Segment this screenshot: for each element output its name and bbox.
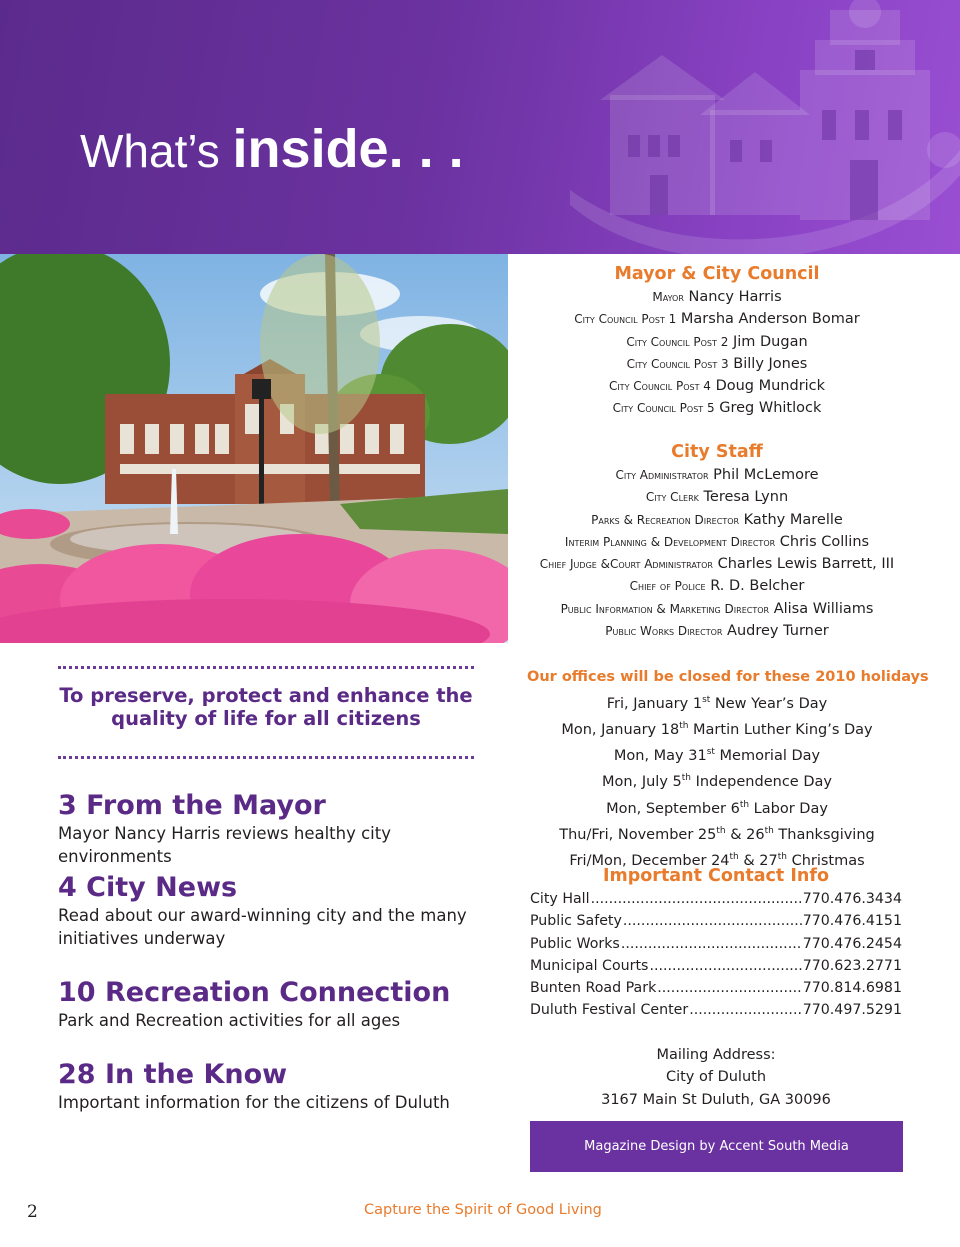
holidays-title: Our offices will be closed for these 2010 holidays [527, 669, 929, 685]
page-number: 2 [27, 1202, 38, 1222]
contact-row: Public Safety ..... 770.476.4151 [530, 910, 902, 932]
council-member: City Council Post 4 Doug Mundrick [608, 378, 826, 395]
staff-member: Chief of Police R. D. Belcher [629, 578, 805, 595]
toc-description: Important information for the citizens of Duluth [58, 1093, 450, 1112]
staff-member: Interim Planning & Development Director Chris Collins [564, 533, 870, 550]
council-member: Mayor Nancy Harris [652, 289, 782, 305]
mission-line-2: quality of life for all citizens [111, 707, 421, 730]
dotted-divider [58, 756, 474, 759]
toc-description: Read about our award-winning city and the many [58, 906, 467, 925]
holiday-item: Fri/Mon, December 24th & 27th Christmas [569, 851, 865, 869]
contact-row: Public Works ..... 770.476.2454 [530, 933, 902, 955]
city-hall-photo [0, 254, 508, 643]
mission-line-1: To preserve, protect and enhance the [59, 684, 473, 707]
toc-item[interactable] [58, 977, 498, 1032]
staff-member: Parks & Recreation Director Kathy Marelle [591, 511, 843, 528]
header-banner [0, 0, 960, 254]
holiday-item: Mon, September 6th Labor Day [606, 799, 828, 817]
mailing-address [530, 1044, 902, 1111]
council-member: City Council Post 2 Jim Dugan [626, 333, 808, 350]
council-member: City Council Post 3 Billy Jones [626, 355, 808, 372]
toc-heading[interactable]: 28 In the Know [58, 1059, 288, 1090]
mailing-name: City of Duluth [665, 1069, 767, 1086]
holidays-section [527, 665, 929, 872]
staff-title: City Staff [671, 442, 763, 462]
holiday-item: Fri, January 1st New Year’s Day [606, 695, 828, 712]
staff-member: City Administrator Phil McLemore [615, 467, 819, 483]
contact-row: City Hall ..... 770.476.3434 [530, 888, 902, 910]
staff-member: Public Works Director Audrey Turner [605, 623, 829, 640]
holiday-item: Mon, July 5th Independence Day [602, 773, 832, 791]
toc-description: Mayor Nancy Harris reviews healthy city environments [58, 824, 391, 866]
page-title [80, 118, 464, 180]
contact-row: Municipal Courts ..... 770.623.2771 [530, 955, 902, 977]
footer-tagline: Capture the Spirit of Good Living [364, 1202, 602, 1218]
toc-item[interactable] [58, 1059, 498, 1114]
toc-heading[interactable]: 4 City News [58, 872, 238, 903]
contact-row: Bunten Road Park ..... 770.814.6981 [530, 977, 902, 999]
toc-description: Park and Recreation activities for all ages [58, 1011, 401, 1030]
dotted-divider [58, 666, 474, 669]
toc-description: initiatives underway [58, 929, 226, 948]
contacts-title: Important Contact Info [603, 866, 829, 886]
toc-heading[interactable]: 10 Recreation Connection [58, 977, 451, 1008]
staff-member: City Clerk Teresa Lynn [645, 489, 789, 506]
staff-member: Chief Judge &Court Administrator Charles Lewis Barrett, III [539, 556, 895, 573]
council-member: City Council Post 5 Greg Whitlock [612, 400, 822, 417]
toc-heading[interactable]: 3 From the Mayor [58, 790, 326, 821]
mailing-street: 3167 Main St Duluth, GA 30096 [601, 1091, 831, 1108]
council-member: City Council Post 1 Marsha Anderson Bomar [574, 311, 860, 328]
holiday-item: Mon, January 18th Martin Luther King’s Day [561, 721, 873, 738]
toc-item[interactable] [58, 872, 498, 950]
council-section [527, 262, 907, 420]
city-hall-illustration [560, 0, 960, 254]
title-bold: inside. . . [232, 119, 464, 179]
toc-item[interactable] [58, 790, 498, 868]
staff-section [527, 440, 907, 642]
design-credit: Magazine Design by Accent South Media [530, 1121, 903, 1172]
title-light: What’s [80, 125, 233, 177]
contacts-section [530, 864, 902, 1022]
holiday-item: Thu/Fri, November 25th & 26th Thanksgiving [559, 825, 875, 843]
contact-row: Duluth Festival Center ..... 770.497.5291 [530, 999, 902, 1021]
mission-statement [58, 684, 474, 730]
staff-member: Public Information & Marketing Director Alisa Williams [560, 600, 874, 617]
mailing-label: Mailing Address: [656, 1047, 776, 1063]
council-title: Mayor & City Council [614, 264, 820, 284]
holiday-item: Mon, May 31st Memorial Day [613, 747, 821, 765]
